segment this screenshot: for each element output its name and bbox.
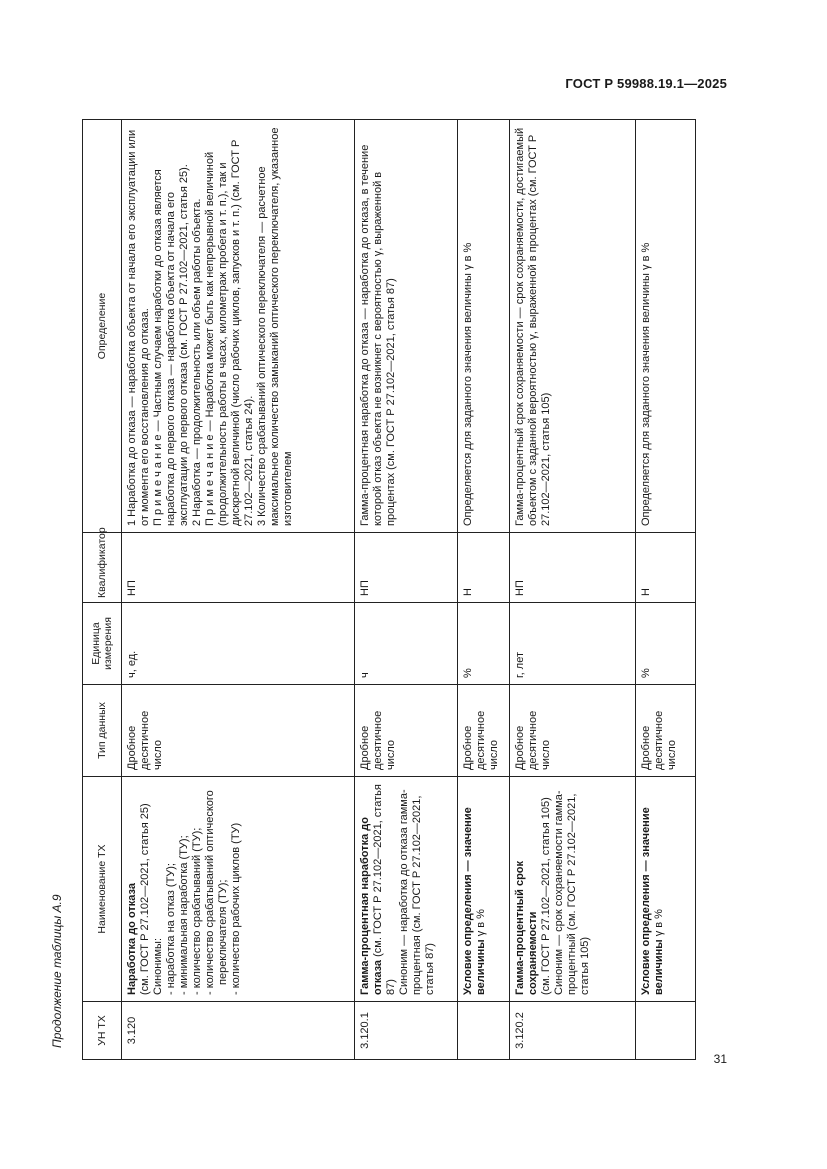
row-qualifier: НП <box>122 533 355 603</box>
rotated-table-container <box>82 120 726 1060</box>
row-unit: % <box>458 603 510 685</box>
note-label: П р и м е ч а н и е <box>204 434 216 526</box>
table-row <box>636 120 696 1060</box>
definition-note <box>152 126 191 526</box>
definition-note <box>204 126 256 526</box>
name-reference: (см. ГОСТ Р 27.102—2021, статья 105) <box>540 797 552 995</box>
row-definition: Определяется для заданного значения величины γ в % <box>458 120 510 533</box>
table-row <box>458 120 510 1060</box>
name-reference: (см. ГОСТ Р 27.102—2021, статья 25) <box>139 803 151 995</box>
name-bold: Гамма-процентная наработка до отказа <box>359 817 384 995</box>
name-bold: Условие определения — значение величины <box>640 807 665 995</box>
header-qualifier: Квалификатор <box>83 533 122 603</box>
table-row <box>510 120 636 1060</box>
table-row <box>122 120 355 1060</box>
synonyms-title: Синонимы: <box>152 937 164 995</box>
row-definition: Гамма-процентный срок сохраняемости — срок сохраняемости, достигаемый объектом с заданной вероятностью γ, выраженной в процентах (см. ГОСТ Р 27.102—2021, статья 105) <box>510 120 636 533</box>
page-number: 31 <box>713 1052 727 1066</box>
list-item: - количество срабатываний (ТУ); <box>191 827 203 995</box>
name-rest: γ в % <box>475 909 487 940</box>
table-header-row <box>83 120 122 1060</box>
row-qualifier: НП <box>355 533 458 603</box>
table-caption: Продолжение таблицы А.9 <box>50 894 64 1048</box>
row-definition <box>122 120 355 533</box>
row-name <box>510 777 636 1002</box>
synonyms-list <box>165 783 243 995</box>
row-unit: г, лет <box>510 603 636 685</box>
row-type: Дробное десятичное число <box>122 685 355 777</box>
row-code: 3.120.2 <box>510 1002 636 1060</box>
row-definition: Гамма-процентная наработка до отказа — наработка до отказа, в течение которой отказ объекта не возникнет с вероятностью γ, выраженной в процентах (см. ГОСТ Р 27.102—2021, статья 87) <box>355 120 458 533</box>
row-unit: ч <box>355 603 458 685</box>
note-text: — Частным случаем наработки до отказа является наработка до первого отказа — наработка объекта от начала его эксплуатации до первого отказа (см. ГОСТ Р 27.102—2021, статья 25). <box>152 164 190 526</box>
definition-paragraph: 3 Количество срабатываний оптического переключателя — расчетное максимальное количество замыканий оптического переключателя, указанное изготовителем <box>256 127 294 526</box>
row-name <box>122 777 355 1002</box>
definition-paragraph: 2 Наработка — продолжительность или объем работы объекта. <box>191 198 203 526</box>
synonym-text: Синоним — срок сохраняемости гамма-процентный (см. ГОСТ Р 27.102—2021, статья 105) <box>553 790 591 995</box>
name-bold: Гамма-процентный срок сохраняемости <box>514 860 539 995</box>
header-unit: Единица измерения <box>83 603 122 685</box>
header-definition: Определение <box>83 120 122 533</box>
definition-paragraph: 1 Наработка до отказа — наработка объекта от начала его эксплуатации или от момента его восстановления до отказа. <box>126 129 151 526</box>
document-code: ГОСТ Р 59988.19.1—2025 <box>565 76 727 91</box>
row-type: Дробное десятичное число <box>458 685 510 777</box>
list-item: - наработка на отказ (ТУ); <box>165 863 177 995</box>
row-type: Дробное десятичное число <box>636 685 696 777</box>
list-item: - количество рабочих циклов (ТУ) <box>230 822 242 995</box>
table-row <box>355 120 458 1060</box>
name-bold: Наработка до отказа <box>126 883 138 995</box>
name-bold: Условие определения — значение величины <box>462 807 487 995</box>
note-label: П р и м е ч а н и е <box>152 434 164 526</box>
row-code <box>458 1002 510 1060</box>
characteristics-table <box>82 119 696 1060</box>
header-name: Наименование ТХ <box>83 777 122 1002</box>
row-name <box>355 777 458 1002</box>
row-code <box>636 1002 696 1060</box>
synonym-text: Синоним — наработка до отказа гамма-процентная (см. ГОСТ Р 27.102—2021, статья 87) <box>398 789 436 995</box>
row-qualifier: Н <box>636 533 696 603</box>
row-name <box>636 777 696 1002</box>
name-rest: γ в % <box>653 909 665 940</box>
row-type: Дробное десятичное число <box>510 685 636 777</box>
row-name <box>458 777 510 1002</box>
header-code: УН ТХ <box>83 1002 122 1060</box>
note-text: — Наработка может быть как непрерывной величиной (продолжительность работы в часах, километраж пробега и т. п.), так и дискретной величиной (число рабочих циклов, запусков и т. п.) (см. ГОСТ Р 27.102—2021, статья 24). <box>204 139 255 526</box>
row-type: Дробное десятичное число <box>355 685 458 777</box>
row-unit: % <box>636 603 696 685</box>
row-unit: ч, ед. <box>122 603 355 685</box>
list-item: - минимальная наработка (ТУ); <box>178 835 190 995</box>
name-reference: (см. ГОСТ Р 27.102—2021, статья 87) <box>372 784 397 995</box>
row-code: 3.120 <box>122 1002 355 1060</box>
row-qualifier: Н <box>458 533 510 603</box>
row-code: 3.120.1 <box>355 1002 458 1060</box>
list-item: - количество срабатываний оптического переключателя (ТУ); <box>204 790 229 995</box>
row-definition: Определяется для заданного значения величины γ в % <box>636 120 696 533</box>
row-qualifier: НП <box>510 533 636 603</box>
header-type: Тип данных <box>83 685 122 777</box>
